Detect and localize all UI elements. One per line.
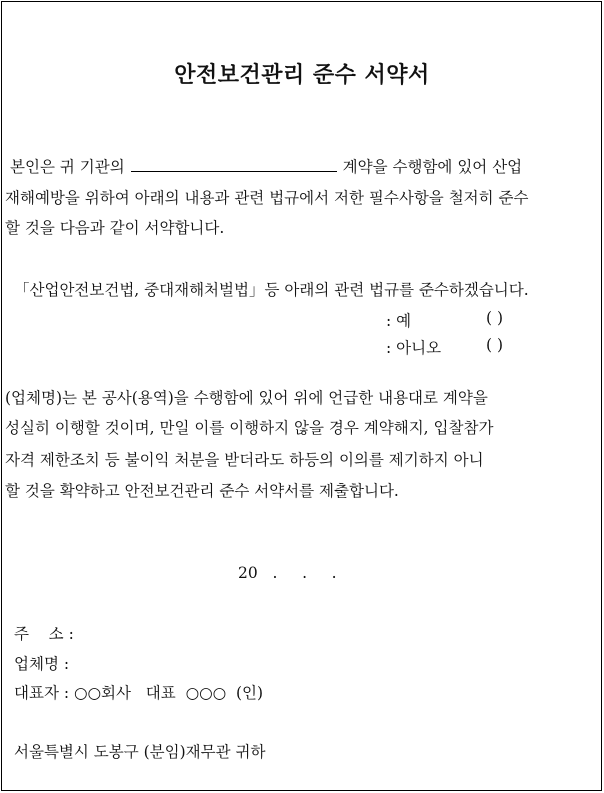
choice-yes-box[interactable]: ( ) bbox=[486, 309, 504, 327]
confirm-line-3: 자격 제한조치 등 불이익 처분을 받더라도 하등의 이의를 제기하지 아니 bbox=[5, 451, 484, 469]
document-title: 안전보건관리 준수 서약서 bbox=[174, 62, 430, 88]
address-field: 주 소 : bbox=[14, 625, 74, 643]
choice-no-label: : 아니오 bbox=[386, 339, 442, 357]
confirm-line-2: 성실히 이행할 것이며, 만일 이를 이행하지 않을 경우 계약해지, 입찰참가 bbox=[5, 419, 494, 437]
pledge-line-1 bbox=[10, 155, 522, 177]
company-field: 업체명 : bbox=[14, 655, 70, 673]
law-compliance-line: 「산업안전보건법, 중대재해처벌법」등 아래의 관련 법규를 준수하겠습니다. bbox=[14, 281, 529, 299]
choice-no-box[interactable]: ( ) bbox=[486, 336, 504, 354]
pledge-line-3: 할 것을 다음과 같이 서약합니다. bbox=[5, 219, 225, 237]
confirm-line-1: (업체명)는 본 공사(용역)을 수행함에 있어 위에 언급한 내용대로 계약을 bbox=[5, 389, 488, 407]
choice-yes-label: : 예 bbox=[386, 312, 412, 330]
representative-field: 대표자 : ○○회사 대표 ○○○ (인) bbox=[14, 684, 264, 702]
pledge-line-1-before: 본인은 귀 기관의 bbox=[10, 158, 125, 176]
addressee-line: 서울특별시 도봉구 (분임)재무관 귀하 bbox=[14, 743, 266, 761]
confirm-line-4: 할 것을 확약하고 안전보건관리 준수 서약서를 제출합니다. bbox=[5, 482, 399, 500]
date-line: 20 . . . bbox=[238, 564, 337, 582]
agency-name-blank[interactable] bbox=[131, 156, 337, 172]
pledge-line-2: 재해예방을 위하여 아래의 내용과 관련 법규에서 저한 필수사항을 철저히 준수 bbox=[5, 189, 529, 207]
pledge-line-1-after: 계약을 수행함에 있어 산업 bbox=[342, 158, 523, 176]
